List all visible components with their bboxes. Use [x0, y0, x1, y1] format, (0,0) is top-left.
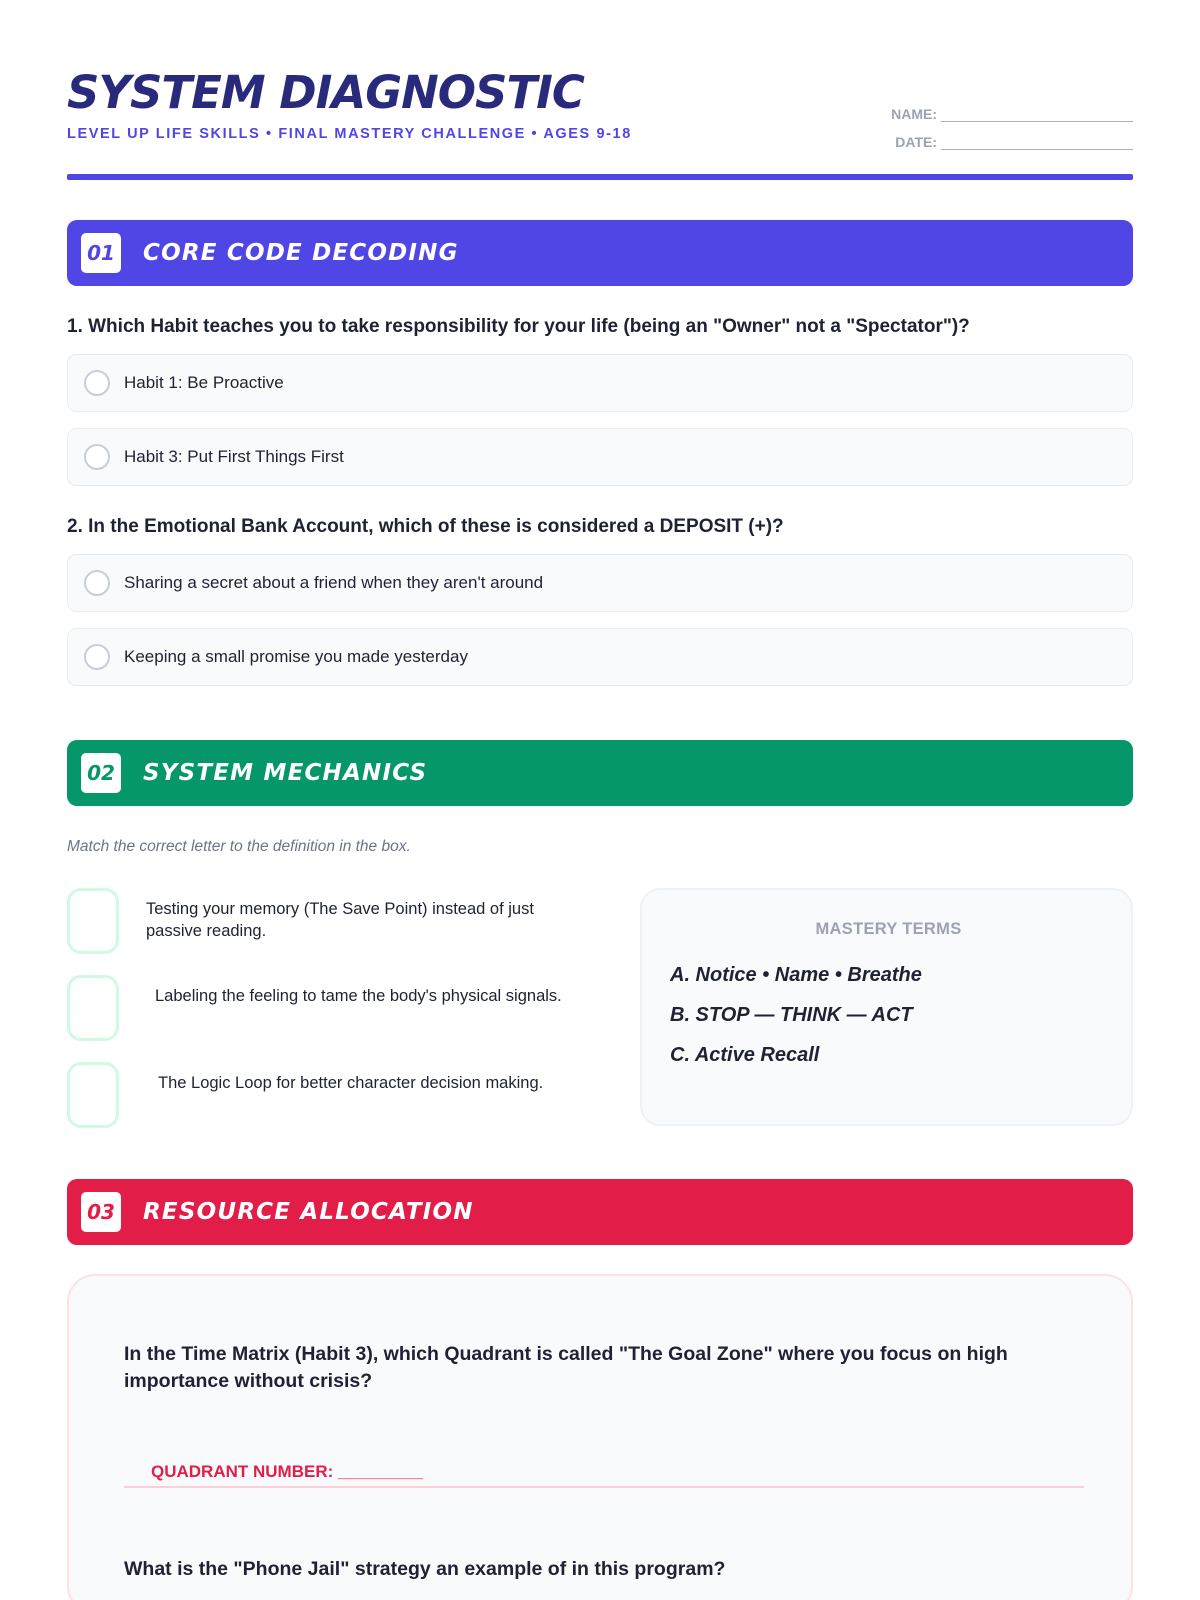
worksheet-header [67, 66, 1133, 180]
section-header-system-mechanics [67, 740, 1133, 806]
section-title: SYSTEM MECHANICS [143, 760, 428, 786]
date-field[interactable] [941, 136, 1133, 150]
quadrant-number-label: QUADRANT NUMBER: _________ [151, 1462, 424, 1481]
answer-option[interactable] [67, 354, 1133, 412]
option-label: Habit 1: Be Proactive [124, 373, 284, 392]
name-field[interactable] [941, 108, 1133, 122]
radio-button[interactable] [84, 444, 110, 470]
student-info [873, 94, 1133, 150]
name-label: NAME: [891, 106, 937, 122]
definition-text: Labeling the feeling to tame the body's physical signals. [155, 987, 562, 1005]
matching-instructions: Match the correct letter to the definition in the box. [67, 838, 411, 855]
definition-text: The Logic Loop for better character decision making. [158, 1074, 544, 1092]
section-header-core-code [67, 220, 1133, 286]
definition-text: Testing your memory (The Save Point) instead of just passive reading. [146, 900, 534, 940]
option-label: Keeping a small promise you made yesterday [124, 647, 468, 666]
term-item: B. STOP — THINK — ACT [670, 1004, 913, 1026]
section-title: RESOURCE ALLOCATION [143, 1199, 474, 1225]
section-title: CORE CODE DECODING [143, 240, 459, 266]
section-number-badge: 02 [81, 753, 121, 793]
date-label: DATE: [895, 134, 937, 150]
worksheet-page [67, 0, 1133, 1600]
question-1: 1. Which Habit teaches you to take responsibility for your life (being an "Owner" not a "Spectator")? [67, 316, 970, 337]
date-row [873, 122, 1133, 150]
page-title: SYSTEM DIAGNOSTIC [67, 66, 584, 119]
term-item: A. Notice • Name • Breathe [670, 964, 922, 986]
option-label: Sharing a secret about a friend when they aren't around [124, 573, 544, 592]
resource-question-card [67, 1274, 1133, 1600]
answer-letter-box[interactable] [67, 1062, 119, 1128]
answer-letter-box[interactable] [67, 888, 119, 954]
radio-button[interactable] [84, 644, 110, 670]
page-subtitle: LEVEL UP LIFE SKILLS • FINAL MASTERY CHALLENGE • AGES 9-18 [67, 126, 632, 142]
time-matrix-question: In the Time Matrix (Habit 3), which Quadrant is called "The Goal Zone" where you focus on high importance without crisis? [124, 1343, 1008, 1392]
section-number-badge: 01 [81, 233, 121, 273]
header-divider [67, 174, 1133, 180]
radio-button[interactable] [84, 370, 110, 396]
answer-option[interactable] [67, 628, 1133, 686]
terms-title: MASTERY TERMS [815, 920, 962, 938]
section-number-badge: 03 [81, 1192, 121, 1232]
phone-jail-question: What is the "Phone Jail" strategy an example of in this program? [124, 1558, 726, 1580]
answer-letter-box[interactable] [67, 975, 119, 1041]
answer-option[interactable] [67, 554, 1133, 612]
quadrant-answer-line[interactable] [124, 1462, 1084, 1488]
section-header-resource-allocation [67, 1179, 1133, 1245]
option-label: Habit 3: Put First Things First [124, 447, 344, 466]
answer-option[interactable] [67, 428, 1133, 486]
term-item: C. Active Recall [670, 1044, 820, 1066]
radio-button[interactable] [84, 570, 110, 596]
mastery-terms-card [640, 888, 1133, 1126]
name-row [873, 94, 1133, 122]
matching-row [67, 1062, 627, 1128]
matching-row [67, 888, 627, 954]
question-2: 2. In the Emotional Bank Account, which of these is considered a DEPOSIT (+)? [67, 516, 784, 537]
matching-row [67, 975, 627, 1041]
